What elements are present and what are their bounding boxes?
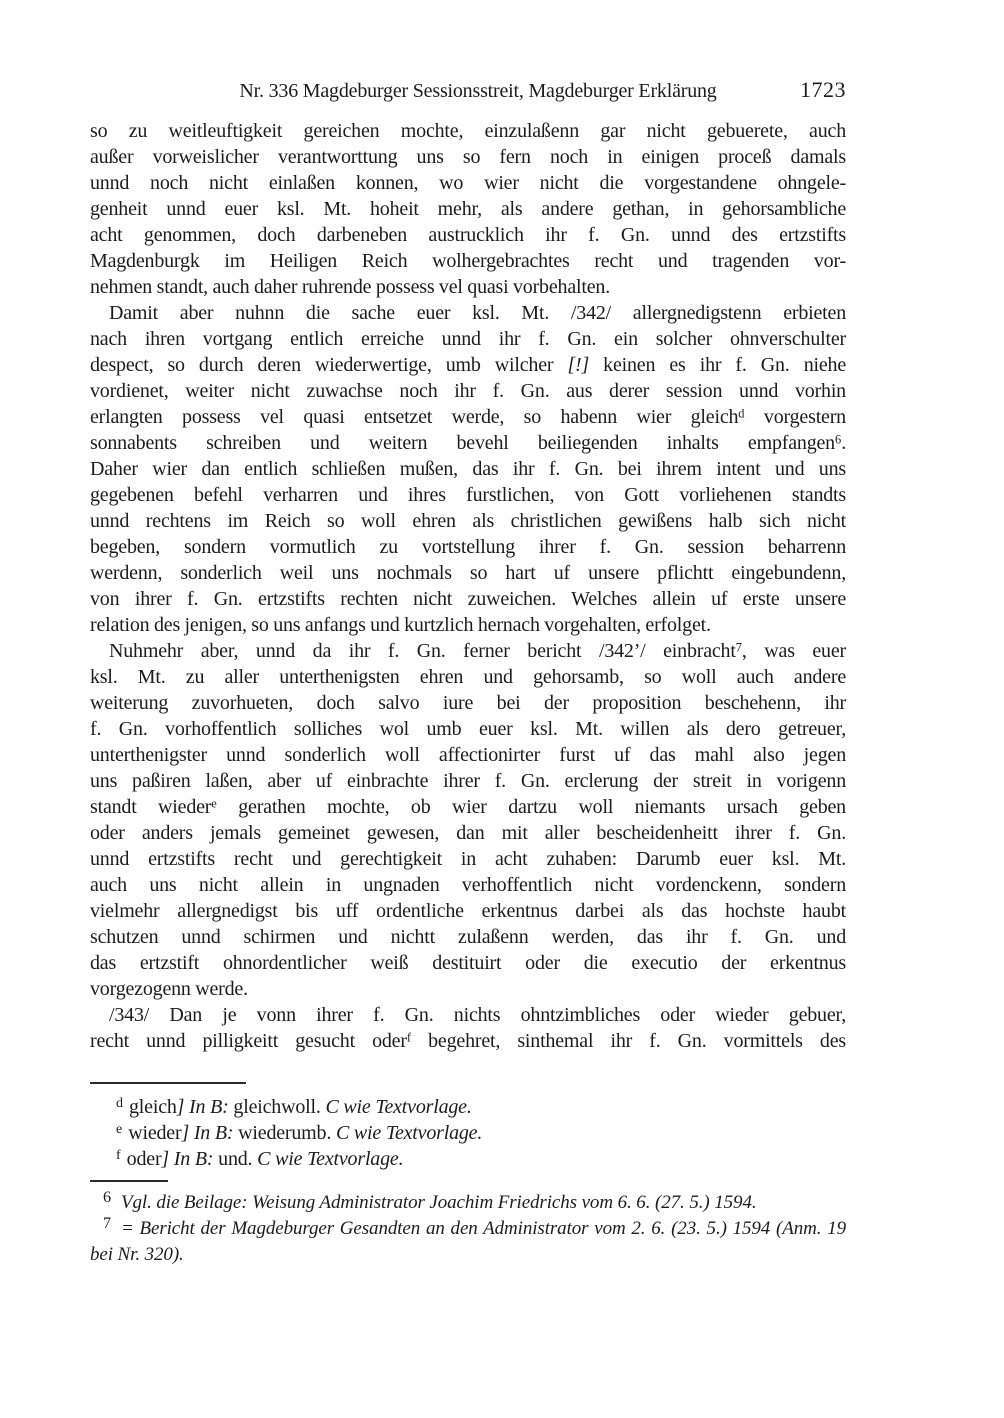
- paragraph: [90, 118, 846, 300]
- text-run: nach ihren vortgang entlich erreiche unnd ihr f. Gn. ein solcher ohnverschulter: [90, 328, 846, 350]
- text-line: [90, 352, 846, 378]
- text-run: so zu weitleuftigkeit gereichen mochte, einzulaßenn gar nicht gebuerete, auch: [90, 120, 846, 142]
- body-text: [90, 118, 846, 1054]
- text-run: ] In B:: [181, 1122, 239, 1144]
- footnote-reference: 6: [834, 432, 842, 447]
- text-line: [90, 794, 846, 820]
- text-run: unnd ertzstifts recht und gerechtigkeit in acht zuhaben: Darumb euer ksl. Mt.: [90, 848, 846, 870]
- text-line: [90, 612, 846, 638]
- text-run: standt wieder: [90, 796, 212, 818]
- text-line: [90, 378, 846, 404]
- text-run: gegebenen befehl verharren und ihres furstlichen, von Gott vorliehenen standts: [90, 484, 846, 506]
- text-run: relation des jenigen, so uns anfangs und kurtzlich hernach vorgehalten, erfolget.: [90, 614, 711, 636]
- page-header: [90, 77, 846, 106]
- footnote-mark: 6: [103, 1189, 111, 1207]
- text-line: [90, 430, 846, 456]
- text-line: [90, 898, 846, 924]
- footnote-mark: 7: [103, 1215, 111, 1233]
- footnote-mark: f: [116, 1148, 121, 1164]
- text-run: gleich: [129, 1096, 177, 1118]
- apparatus-separator-rule: [90, 1082, 246, 1084]
- footnote-entry: [90, 1190, 846, 1216]
- footnote-mark: e: [116, 1122, 123, 1138]
- text-line: [90, 300, 846, 326]
- text-run: ksl. Mt. zu aller unterthenigsten ehren und gehorsamb, so woll auch andere: [90, 666, 846, 688]
- text-line: [90, 170, 846, 196]
- text-line: [90, 326, 846, 352]
- text-run: .: [841, 432, 846, 454]
- text-line: [90, 586, 846, 612]
- text-line: [90, 222, 846, 248]
- text-line: [90, 196, 846, 222]
- text-line: [90, 950, 846, 976]
- apparatus-entry: [90, 1094, 846, 1120]
- text-run: keinen es ihr f. Gn. niehe: [589, 354, 846, 376]
- text-line: [90, 1028, 846, 1054]
- text-run: Magdenburgk im Heiligen Reich wolhergebrachtes recht und tragenden vor-: [90, 250, 846, 272]
- text-line: [90, 716, 846, 742]
- footnote-mark: d: [116, 1096, 123, 1112]
- text-run: uns paßiren laßen, aber uf einbrachte ihrer f. Gn. erclerung der streit in vorigenn: [90, 770, 846, 792]
- text-run: gerathen mochte, ob wier dartzu woll niemants ursach geben: [216, 796, 846, 818]
- commentary-separator-rule: [90, 1180, 168, 1182]
- text-run: werdenn, sonderlich weil uns nochmals so hart uf unsere pflichtt eingebundenn,: [90, 562, 846, 584]
- critical-apparatus: [90, 1094, 846, 1172]
- text-line: [90, 274, 846, 300]
- text-run: = Bericht der Magdeburger Gesandten an den Administrator vom 2. 6. (23. 5.) 1594 (Anm. 19 bei Nr. 320).: [90, 1218, 846, 1265]
- running-title: Nr. 336 Magdeburger Sessionsstreit, Magdeburger Erklärung: [239, 80, 717, 102]
- text-line: [90, 560, 846, 586]
- text-run: außer vorweislicher verantworttung uns so fern noch in einigen proceß damals: [90, 146, 846, 168]
- text-run: , was euer: [741, 640, 846, 662]
- commentary-footnotes: [90, 1190, 846, 1268]
- text-run: C wie Textvorlage.: [257, 1148, 404, 1170]
- text-run: Vgl. die Beilage: Weisung Administrator Joachim Friedrichs vom 6. 6. (27. 5.) 1594.: [120, 1192, 757, 1213]
- apparatus-entry: [90, 1120, 846, 1146]
- text-run: wiederumb.: [238, 1122, 336, 1144]
- text-run: auch uns nicht allein in ungnaden verhoffentlich nicht vordenckenn, sondern: [90, 874, 846, 896]
- text-run: C wie Textvorlage.: [335, 1122, 483, 1144]
- text-run: recht unnd pilligkeitt gesucht oder: [90, 1030, 407, 1052]
- text-line: [90, 846, 846, 872]
- text-line: [90, 872, 846, 898]
- text-run: vorgezogenn werde.: [90, 978, 248, 1000]
- text-line: [90, 924, 846, 950]
- footnote-entry: [90, 1216, 846, 1268]
- apparatus-entry: [90, 1146, 846, 1172]
- text-run: ] In B:: [176, 1096, 234, 1118]
- text-run: C wie Textvorlage.: [325, 1096, 472, 1118]
- text-line: [90, 534, 846, 560]
- text-run: begeben, sondern vormutlich zu vortstellung ihrer f. Gn. session beharrenn: [90, 536, 846, 558]
- text-line: [90, 482, 846, 508]
- paragraph: [90, 300, 846, 638]
- text-run: Daher wier dan entlich schließen mußen, das ihr f. Gn. bei ihrem intent und uns: [90, 458, 846, 480]
- text-run: vielmehr allergnedigst bis uff ordentliche erkentnus darbei als das hochste haubt: [90, 900, 846, 922]
- text-run: Damit aber nuhnn die sache euer ksl. Mt. /342/ allergnedigstenn erbieten: [109, 302, 846, 324]
- text-line: [90, 456, 846, 482]
- text-run: weiterung zuvorhueten, doch salvo iure bei der proposition beschehenn, ihr: [90, 692, 846, 714]
- text-run: und.: [218, 1148, 258, 1170]
- text-run: unnd noch nicht einlaßen konnen, wo wier nicht die vorgestandene ohngele-: [90, 172, 846, 194]
- text-line: [90, 118, 846, 144]
- text-run: ] In B:: [161, 1148, 219, 1170]
- text-line: [90, 690, 846, 716]
- text-run: vorgestern: [744, 406, 846, 428]
- page-number: 1723: [800, 77, 846, 102]
- text-run: Nuhmehr aber, unnd da ihr f. Gn. ferner bericht /342’/ einbracht: [109, 640, 736, 662]
- text-line: [90, 768, 846, 794]
- text-line: [90, 638, 846, 664]
- text-line: [90, 976, 846, 1002]
- text-run: f. Gn. vorhoffentlich solliches wol umb euer ksl. Mt. willen als dero getreuer,: [90, 718, 846, 740]
- text-line: [90, 664, 846, 690]
- text-run: /343/ Dan je vonn ihrer f. Gn. nichts ohntzimbliches oder wieder gebuer,: [109, 1004, 846, 1026]
- text-run: oder: [126, 1148, 162, 1170]
- text-line: [90, 404, 846, 430]
- text-line: [90, 742, 846, 768]
- text-run: oder anders jemals gemeinet gewesen, dan mit aller bescheidenheitt ihrer f. Gn.: [90, 822, 846, 844]
- text-run: nehmen standt, auch daher ruhrende possess vel quasi vorbehalten.: [90, 276, 610, 298]
- text-run: genheit unnd euer ksl. Mt. hoheit mehr, als andere gethan, in gehorsambliche: [90, 198, 846, 220]
- text-run: despect, so durch deren wiederwertige, umb wilcher: [90, 354, 568, 376]
- paragraph: [90, 1002, 846, 1054]
- text-run: [!]: [567, 354, 590, 376]
- text-run: schutzen unnd schirmen und nichtt zulaßenn werden, das ihr f. Gn. und: [90, 926, 846, 948]
- text-run: das ertzstift ohnordentlicher weiß destituirt oder die executio der erkentnus: [90, 952, 846, 974]
- footnote-reference: f: [406, 1030, 411, 1045]
- footnote-reference: e: [211, 796, 217, 811]
- footnote-reference: 7: [735, 640, 742, 655]
- text-run: gleichwoll.: [233, 1096, 326, 1118]
- text-run: sonnabents schreiben und weitern bevehl beiliegenden inhalts empfangen: [90, 432, 835, 454]
- text-run: wieder: [128, 1122, 182, 1144]
- text-line: [90, 248, 846, 274]
- text-run: vordienet, weiter nicht zuwachse noch ihr f. Gn. aus derer session unnd vorhin: [90, 380, 846, 402]
- text-run: von ihrer f. Gn. ertzstifts rechten nicht zuweichen. Welches allein uf erste unsere: [90, 588, 846, 610]
- paragraph: [90, 638, 846, 1002]
- text-run: acht genommen, doch darbeneben austrucklich ihr f. Gn. unnd des ertzstifts: [90, 224, 846, 246]
- text-line: [90, 820, 846, 846]
- text-line: [90, 1002, 846, 1028]
- footnote-reference: d: [738, 406, 745, 421]
- text-line: [90, 144, 846, 170]
- text-line: [90, 508, 846, 534]
- text-run: begehret, sinthemal ihr f. Gn. vormittels des: [410, 1030, 846, 1052]
- text-run: unterthenigster unnd sonderlich woll affectionirter furst uf das mahl also jegen: [90, 744, 846, 766]
- text-run: unnd rechtens im Reich so woll ehren als christlichen gewißens halb sich nicht: [90, 510, 846, 532]
- text-run: erlangten possess vel quasi entsetzet werde, so habenn wier gleich: [90, 406, 739, 428]
